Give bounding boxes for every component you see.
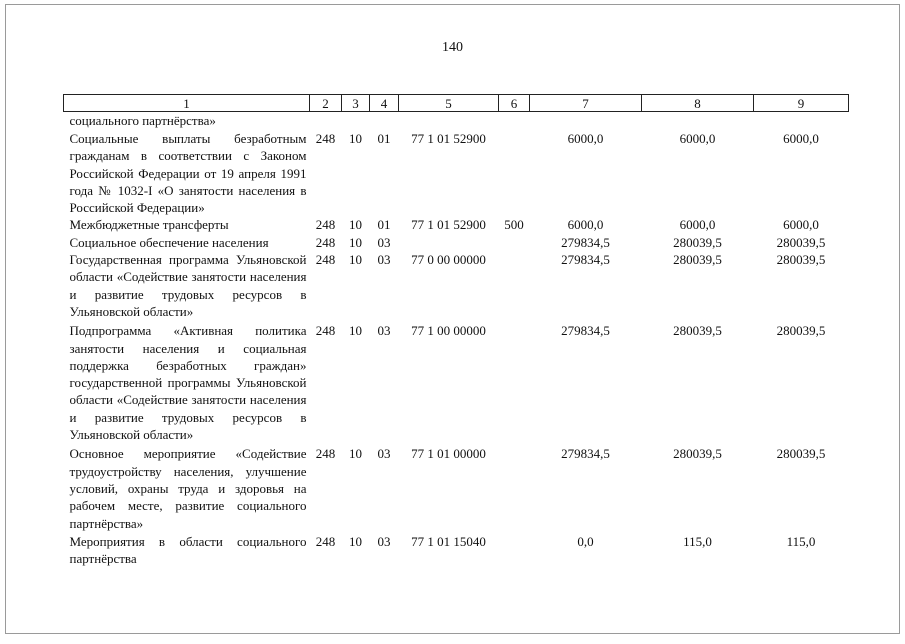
row-name: Подпрограмма «Активная политика занятости населения и социальная поддержка безработных граждан» государственной программы Ульяновской области «Содействие занятости населения и развитие трудовых ресурсов в Ульяновской области» (69, 323, 307, 443)
cell-col3 (342, 112, 370, 130)
header-cell: 9 (754, 95, 849, 112)
cell-col3: 10 (349, 323, 362, 339)
cell-col8: 280039,5 (673, 446, 722, 462)
row-name: Межбюджетные трансферты (69, 217, 229, 233)
cell-col5: 77 0 00 00000 (411, 252, 486, 268)
header-cell: 1 (64, 95, 310, 112)
cell-col4: 03 (377, 446, 391, 462)
document-page (5, 4, 900, 634)
cell-col8 (642, 112, 754, 130)
cell-col5: 77 1 01 15040 (411, 533, 486, 549)
cell-col4: 03 (377, 252, 391, 268)
table-row (64, 532, 849, 568)
table-row (64, 129, 849, 216)
table-row (64, 443, 849, 531)
cell-col6 (499, 532, 530, 568)
row-name: Социальное обеспечение населения (69, 234, 269, 250)
cell-col9: 6000,0 (783, 131, 819, 146)
row-name: Социальные выплаты безработным гражданам в соответствии с Законом Российской Федерации от 19 апреля 1991 года № 1032-I «О занятости населения в Российской Федерации» (69, 131, 307, 216)
header-cell: 6 (499, 95, 530, 112)
cell-col2 (310, 112, 342, 130)
cell-col6 (499, 320, 530, 443)
cell-col8: 280039,5 (673, 234, 722, 250)
cell-col9 (754, 112, 849, 130)
table-row (64, 320, 849, 443)
cell-col7: 6000,0 (567, 217, 604, 233)
page-number: 140 (442, 40, 463, 55)
cell-col4: 03 (377, 234, 391, 250)
cell-col2: 248 (315, 131, 336, 146)
cell-col4: 03 (377, 323, 391, 339)
cell-col2: 248 (315, 217, 336, 233)
cell-col7: 279834,5 (561, 234, 610, 250)
cell-col6 (499, 443, 530, 531)
cell-col3: 10 (349, 217, 362, 233)
cell-col4: 03 (377, 533, 391, 549)
header-cell: 7 (530, 95, 642, 112)
cell-col3: 10 (349, 252, 362, 268)
cell-col3: 10 (349, 131, 362, 146)
cell-col9: 115,0 (786, 533, 816, 549)
row-name: Государственная программа Ульяновской области «Содействие занятости населения и развитие трудовых ресурсов в Ульяновской области» (69, 252, 307, 319)
cell-col2: 248 (315, 234, 336, 250)
budget-table (63, 94, 849, 567)
cell-col3: 10 (349, 533, 362, 549)
cell-col2: 248 (315, 323, 336, 339)
cell-col4: 01 (377, 131, 391, 146)
column-number-header (64, 95, 849, 112)
cell-col9: 6000,0 (783, 217, 819, 233)
cell-col6 (499, 129, 530, 216)
cell-col9: 280039,5 (776, 446, 826, 462)
cell-col5: 77 1 01 52900 (411, 217, 486, 233)
table-row (64, 234, 849, 251)
cell-col2: 248 (315, 252, 336, 268)
cell-col2: 248 (315, 446, 336, 462)
cell-col9: 280039,5 (776, 323, 826, 339)
cell-col7: 0,0 (577, 533, 594, 549)
row-name: Мероприятия в области социального партнёрства (69, 533, 307, 567)
cell-col8: 280039,5 (673, 252, 722, 268)
cell-col8: 6000,0 (679, 217, 716, 233)
cell-col5 (399, 112, 499, 130)
cell-col5: 77 1 01 52900 (411, 131, 486, 146)
cell-col8: 280039,5 (673, 323, 722, 339)
cell-col7: 279834,5 (561, 323, 610, 339)
cell-col9: 280039,5 (776, 252, 826, 268)
cell-col7: 279834,5 (561, 252, 610, 268)
cell-col7: 6000,0 (567, 131, 604, 146)
cell-col3: 10 (349, 234, 362, 250)
header-cell: 2 (310, 95, 342, 112)
cell-col8: 6000,0 (679, 131, 716, 146)
cell-col9: 280039,5 (776, 234, 826, 250)
cell-col6 (499, 234, 530, 251)
cell-col5: 77 1 01 00000 (411, 446, 486, 462)
cell-col2: 248 (315, 533, 336, 549)
cell-col7 (530, 112, 642, 130)
table-row (64, 216, 849, 233)
table-row (64, 112, 849, 130)
cell-col4: 01 (377, 217, 391, 233)
header-cell: 4 (370, 95, 399, 112)
cell-col6 (499, 112, 530, 130)
row-name: Основное мероприятие «Содействие трудоустройству населения, улучшение условий, охраны труда и здоровья на рабочем месте, развитие социального партнёрства» (69, 446, 307, 531)
cell-col6 (499, 251, 530, 320)
header-cell: 3 (342, 95, 370, 112)
cell-col3: 10 (349, 446, 362, 462)
cell-col4 (370, 112, 399, 130)
cell-col8: 115,0 (683, 533, 712, 549)
row-name: социального партнёрства» (69, 113, 216, 128)
header-cell: 8 (642, 95, 754, 112)
cell-col6: 500 (504, 217, 524, 233)
cell-col5 (399, 234, 499, 251)
cell-col7: 279834,5 (561, 446, 610, 462)
cell-col5: 77 1 00 00000 (411, 323, 486, 339)
table-row (64, 251, 849, 320)
header-cell: 5 (399, 95, 499, 112)
